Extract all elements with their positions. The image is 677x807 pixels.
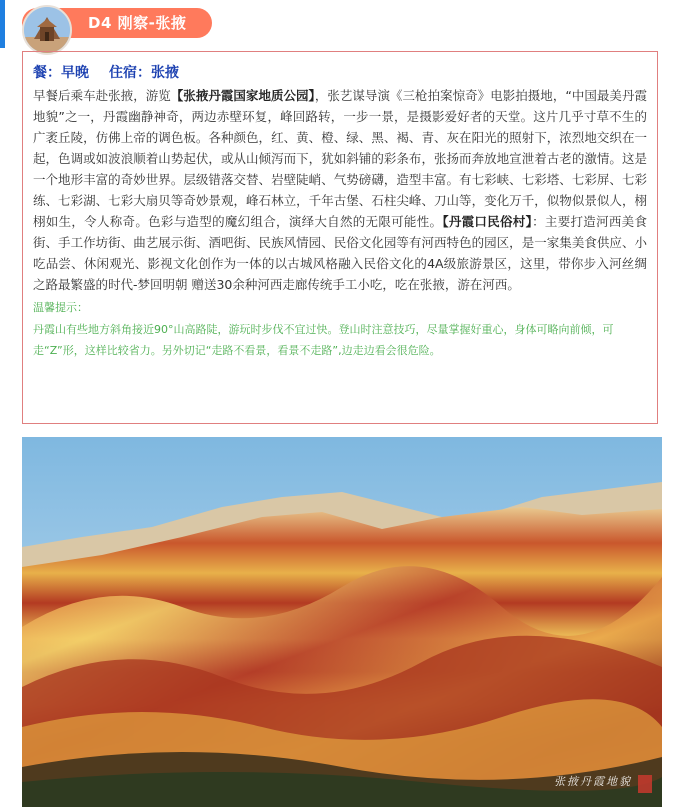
itinerary-description bbox=[33, 85, 647, 295]
danxia-landscape-photo bbox=[22, 437, 662, 807]
left-accent-rule bbox=[0, 0, 5, 48]
red-seal-icon bbox=[638, 775, 652, 793]
itinerary-info-box bbox=[22, 51, 658, 424]
desc-part-1: 早餐后乘车赴张掖，游览 bbox=[33, 88, 171, 103]
temple-photo-icon bbox=[22, 5, 72, 55]
desc-part-2: ，张艺谋导演《三枪拍案惊奇》电影拍摄地，“中国最美丹霞地貌”之一，丹霞幽静神奇，两边赤壁环复，峰回路转，一步一景，是摄影爱好者的天堂。这片几乎寸草不生的广袤丘陵，仿佛上帝的调色板。各种颜色，红、黄、橙、绿、黑、褐、青、灰在阳光的照射下，浓烈地交织在一起，色调或如波浪顺着山势起伏，或从山倾泻而下，犹如斜铺的彩条布，张扬而奔放地宣泄着古老的激情。这是一个地形丰富的奇妙世界。层级错落交替、岩壁陡峭、气势磅礴，造型丰富。有七彩峡、七彩塔、七彩屏、七彩练、七彩湖、七彩大扇贝等奇妙景观，峰石林立，千年古堡、石柱尖峰、刀山等，变化万千，似物似景似人，栩栩如生，令人称奇。色彩与造型的魔幻组合，演绎大自然的无限可能性。 bbox=[33, 88, 647, 229]
lodging-label: 住宿：张掖 bbox=[109, 65, 179, 81]
desc-part-3: ：主要打造河西美食街、手工作坊街、曲艺展示街、酒吧街、民族风情园、民俗文化园等有河西特色的园区，是一家集美食供应、小吃品尝、休闲观光、影视文化创作为一体的以古城风格融入民俗文化的4A级旅游景区，这里，带你步入河丝绸之路最繁盛的时代-梦回明朝 赠送30余种河西走廊传统手工小吃，吃在张掖，游在河西。 bbox=[33, 214, 647, 292]
danxia-park-highlight: 【张掖丹霞国家地质公园】 bbox=[170, 88, 315, 103]
meals-label: 餐：早晚 bbox=[33, 65, 89, 81]
folk-village-highlight: 【丹霞口民俗村】 bbox=[442, 214, 533, 229]
meals-lodging-line bbox=[33, 62, 647, 82]
tip-label: 温馨提示： bbox=[33, 301, 88, 314]
photo-caption: 张掖丹霞地貌 bbox=[554, 775, 632, 788]
day-title: D4 刚察-张掖 bbox=[88, 14, 187, 32]
tip-text: 丹霞山有些地方斜角接近90°山高路陡，游玩时步伐不宜过快。登山时注意技巧，尽量掌握好重心，身体可略向前倾，可走“Z”形，这样比较省力。另外切记“走路不看景，看景不走路”,边走边看会很危险。 bbox=[33, 323, 614, 357]
